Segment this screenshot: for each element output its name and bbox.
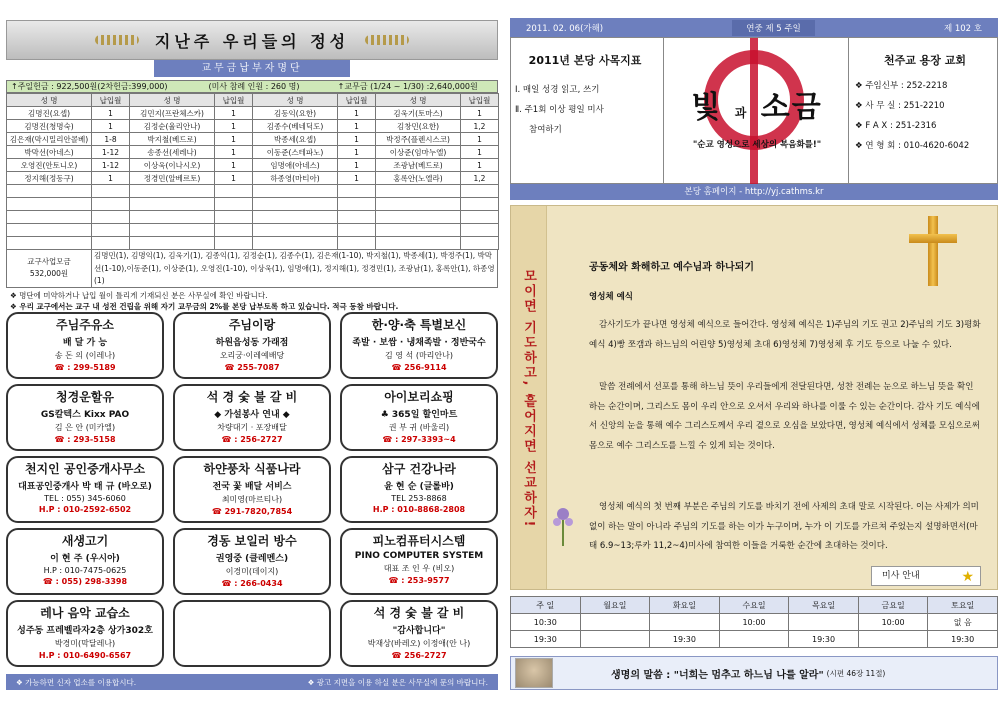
ad-a2-text: 배 달 가 능 xyxy=(62,338,108,348)
table-cell-empty xyxy=(7,185,92,198)
ad-box xyxy=(173,312,331,379)
table-cell: 1 xyxy=(92,172,130,185)
table-cell-empty xyxy=(253,224,338,237)
ad-a4-text: ☎ 256-9114 xyxy=(391,363,447,372)
table-cell: 김창민(요한) xyxy=(376,120,461,133)
ad-box xyxy=(173,456,331,523)
schedule-day: 수요일 xyxy=(719,597,789,614)
table-cell: 1 xyxy=(92,107,130,120)
sunday-offering: ↑주일헌금 : 922,500원(2차헌금:399,000) xyxy=(11,82,168,91)
table-cell-empty xyxy=(376,198,461,211)
ad-box xyxy=(340,384,498,451)
table-cell: 김은재(막시밀리안콜베) xyxy=(7,133,92,146)
ad-a2-text: 전국 꽃 배달 서비스 xyxy=(212,482,292,492)
ad-a2-text: ♣ 365일 할인마트 xyxy=(380,410,458,420)
left-footer xyxy=(6,674,498,690)
contact-line: ❖ 주임신부 : 252-2218 xyxy=(855,81,948,91)
advertisement-grid xyxy=(6,312,498,670)
ad-a1-text: 석 경 숯 불 갈 비 xyxy=(373,606,465,620)
ad-box xyxy=(6,456,164,523)
ad-a4-text: ☎ : 266-0434 xyxy=(221,579,283,588)
schedule-time: 없 음 xyxy=(928,614,998,631)
ad-a4-text: H.P : 010-2592-6502 xyxy=(38,505,132,514)
ad-box xyxy=(6,528,164,595)
ad-a4-text: ☎ : 253-9577 xyxy=(388,576,450,585)
ad-a2-text: 하원읍성동 가래점 xyxy=(215,338,289,348)
ad-a1-text: 주님이랑 xyxy=(228,318,276,332)
table-cell-empty xyxy=(253,198,338,211)
table-cell: 박종세(요셉) xyxy=(253,133,338,146)
table-cell-empty xyxy=(338,185,376,198)
table-cell: 1 xyxy=(215,133,253,146)
issue-date: 2011. 02. 06(가해) xyxy=(526,23,604,34)
ad-a4-text: ☎ 256-2727 xyxy=(391,651,447,660)
table-row xyxy=(7,133,499,146)
table-cell: 1 xyxy=(338,120,376,133)
tithe-total: ↑교무금 (1/24 ~ 1/30) :2,640,000원 xyxy=(337,82,478,91)
table-cell-empty xyxy=(215,237,253,250)
table-cell-empty xyxy=(130,224,215,237)
ad-a3-text: TEL : 055) 345-6060 xyxy=(44,494,126,503)
table-header-cell: 납입월 xyxy=(338,94,376,107)
table-cell-empty xyxy=(215,198,253,211)
ad-a1-text: 청경운할유 xyxy=(56,390,114,404)
ad-a3-text: TEL 253-8868 xyxy=(391,494,447,503)
homepage-link[interactable]: 본당 홈페이지 - http://yj.cathms.kr xyxy=(510,184,998,200)
ad-a2-text: 윤 현 순 (글롤바) xyxy=(384,482,454,492)
table-cell-empty xyxy=(376,224,461,237)
schedule-time xyxy=(580,614,650,631)
table-cell-empty xyxy=(338,237,376,250)
schedule-row xyxy=(511,614,998,631)
table-cell-empty xyxy=(376,185,461,198)
table-cell-empty xyxy=(215,224,253,237)
ad-a3-text: 박경미(막달레나) xyxy=(54,639,116,648)
ad-a2-text: PINO COMPUTER SYSTEM xyxy=(354,551,484,561)
ad-box xyxy=(6,600,164,667)
liturgical-week: 연중 제 5 주일 xyxy=(732,20,815,36)
article-paragraph: 감사기도가 끝나면 영성체 예식으로 들어간다. 영성체 예식은 1)주님의 기도 권고 2)주님의 기도 3)평화예식 4)빵 쪼갬과 하느님의 어린양 5)영성체 초대 6)영성체 7)영성체 후 기도 등으로 나눌 수 있다. xyxy=(589,320,981,350)
pastoral-goals-title: 2011년 본당 사목지표 xyxy=(528,54,642,67)
table-cell: 1 xyxy=(338,133,376,146)
article xyxy=(510,205,998,590)
ad-a1-text: 삼구 건강나라 xyxy=(382,462,456,476)
table-cell-empty xyxy=(461,211,499,224)
ad-a4-text: ☎ : 297-3393~4 xyxy=(382,435,456,444)
table-cell-empty xyxy=(215,211,253,224)
footer-note: ❖ 광고 지면을 이용 하실 분은 사무실에 문의 바랍니다. xyxy=(307,677,488,687)
special-collection-names: 김명민(1), 김명익(1), 김욱기(1), 김종익(1), 김정순(1), 김종수(1), 김은재(1-10), 박지철(1), 박종세(1), 박정주(1), 박막선(1-10),이동준(1), 이상준(1), 오영진(1-10), 이상욱(1), 임명애(1), 정지해(1), 정경민(1), 조광남(1), 홍록안(1), 하종영(1) xyxy=(94,251,495,285)
article-title: 공동체와 화해하고 예수님과 하나되기 xyxy=(589,262,755,273)
pastoral-goals xyxy=(515,42,655,140)
table-cell: 김종수(베네딕도) xyxy=(253,120,338,133)
table-cell: 1 xyxy=(215,120,253,133)
ad-a4-text: ☎ : 055) 298-3398 xyxy=(42,577,128,586)
ad-a4-text: ☎ : 293-5158 xyxy=(54,435,116,444)
table-cell-empty xyxy=(338,224,376,237)
table-cell: 박지철(베드로) xyxy=(130,133,215,146)
table-cell: 박정주(플렌시스코) xyxy=(376,133,461,146)
logo-word-light: 빛 xyxy=(691,90,723,125)
table-cell: 1,2 xyxy=(461,172,499,185)
schedule-day: 목요일 xyxy=(789,597,859,614)
schedule-day: 토요일 xyxy=(928,597,998,614)
table-cell: 이동준(스테파노) xyxy=(253,146,338,159)
left-header-banner xyxy=(6,20,498,60)
schedule-time: 19:30 xyxy=(650,631,720,648)
table-row xyxy=(7,120,499,133)
pastoral-goal: Ⅱ. 주1회 이상 평일 미사 xyxy=(515,105,604,115)
ad-a3-text: 최미영(마르티나) xyxy=(221,495,283,504)
ornament-icon xyxy=(365,35,409,45)
table-cell: 1 xyxy=(338,146,376,159)
flower-icon xyxy=(551,506,575,546)
table-cell-empty xyxy=(338,211,376,224)
article-paragraph: 영성체 예식의 첫 번째 부분은 주님의 기도를 바치기 전에 사제의 초대 말로 시작된다. 이는 사제가 의미 없이 하는 말이 아니라 주님의 기도를 하는 이가 누구이며, 누가 이 기도를 가르쳐 주었는지 설명하면서(마태 6.9~13;루카 11,2~4)미사에 참여한 이들을 거룩한 순간에 초대하는 것이다. xyxy=(589,502,979,551)
ad-a2-text: 이 현 주 (우시아) xyxy=(50,554,120,564)
left-page xyxy=(4,0,500,705)
table-cell: 김정순(율리안나) xyxy=(130,120,215,133)
table-header-cell: 성 명 xyxy=(130,94,215,107)
right-page xyxy=(510,0,998,705)
ad-a1-text: 천지인 공인중개사무소 xyxy=(24,462,146,476)
table-cell-empty xyxy=(253,185,338,198)
table-cell: 김동익(요한) xyxy=(253,107,338,120)
logo-slogan: "순교 영성으로 세상의 복음화를!" xyxy=(692,140,822,150)
ad-box xyxy=(173,528,331,595)
special-collection-name: 교구사업모금 xyxy=(27,257,71,266)
table-cell-empty xyxy=(461,237,499,250)
table-cell-empty xyxy=(130,198,215,211)
ad-a4-text: ☎ : 299-5189 xyxy=(54,363,116,372)
table-cell: 1 xyxy=(338,107,376,120)
table-cell: 이상욱(이나시오) xyxy=(130,159,215,172)
ad-box xyxy=(340,456,498,523)
table-cell: 하종영(마티아) xyxy=(253,172,338,185)
table-cell: 김명진(청명숙) xyxy=(7,120,92,133)
table-cell-empty xyxy=(92,185,130,198)
ad-a1-text: 아이보리쇼핑 xyxy=(384,390,454,404)
table-cell: 김욱기(토마스) xyxy=(376,107,461,120)
table-cell: 1,2 xyxy=(461,120,499,133)
schedule-row xyxy=(511,631,998,648)
ad-a2-text: 대표공인중개사 박 태 규 (바오로) xyxy=(18,482,152,492)
ad-a4-text: ☎ 291-7820,7854 xyxy=(211,507,293,516)
table-cell-empty xyxy=(92,198,130,211)
schedule-time xyxy=(719,631,789,648)
table-row xyxy=(7,172,499,185)
ad-a4-text: H.P : 010-8868-2808 xyxy=(372,505,466,514)
table-cell-empty xyxy=(7,237,92,250)
ad-a1-text: 하얀풍차 식품나라 xyxy=(203,462,301,476)
issue-number: 제 102 호 xyxy=(943,23,982,34)
table-cell-empty xyxy=(130,185,215,198)
table-cell: 1 xyxy=(338,159,376,172)
special-collection-label xyxy=(7,249,92,287)
table-row xyxy=(7,107,499,120)
pastoral-goal: Ⅰ. 매일 성경 읽고, 쓰기 xyxy=(515,85,600,95)
notice-line: ❖ 명단에 미약하거나 납입 월이 틀리게 기재되신 분은 사무실에 확인 바랍니다. xyxy=(10,291,268,300)
table-cell: 1-12 xyxy=(92,146,130,159)
table-header-cell: 성 명 xyxy=(7,94,92,107)
table-cell: 1 xyxy=(215,159,253,172)
ad-a1-text: 레나 음악 교습소 xyxy=(40,606,130,620)
table-cell-empty xyxy=(376,211,461,224)
mass-attendance: (미사 참례 인원 : 260 명) xyxy=(208,82,300,91)
finance-summary xyxy=(6,80,498,93)
table-row xyxy=(7,159,499,172)
table-cell: 홍록안(노엘라) xyxy=(376,172,461,185)
table-row xyxy=(7,146,499,159)
ad-a3-text: 송 돈 의 (이레나) xyxy=(54,351,116,360)
ad-a3-text: 박재상(바레오) 이정애(안 나) xyxy=(367,639,471,648)
special-collection xyxy=(6,249,498,288)
ad-a4-text: H.P : 010-6490-6567 xyxy=(38,651,132,660)
table-header-cell: 성 명 xyxy=(253,94,338,107)
table-cell-empty xyxy=(461,224,499,237)
mass-guide-text: 미사 안내 xyxy=(882,571,920,581)
vertical-motto-banner xyxy=(511,206,547,590)
jesus-portrait-icon xyxy=(515,658,553,688)
schedule-header xyxy=(511,597,998,614)
table-cell: 1 xyxy=(461,133,499,146)
mass-schedule-table xyxy=(510,596,998,648)
table-cell: 1 xyxy=(461,159,499,172)
offering-title: 지난주 우리들의 정성 xyxy=(154,31,350,51)
schedule-day: 금요일 xyxy=(858,597,928,614)
table-cell: 김명진(요셉) xyxy=(7,107,92,120)
table-cell: 1 xyxy=(461,146,499,159)
table-cell: 임명애(아네스) xyxy=(253,159,338,172)
table-cell-empty xyxy=(253,211,338,224)
schedule-time: 19:30 xyxy=(928,631,998,648)
table-cell: 1 xyxy=(215,172,253,185)
table-header-cell: 납입월 xyxy=(92,94,130,107)
offering-table xyxy=(6,93,499,250)
newsletter-name xyxy=(664,82,849,126)
ad-a1-text: 석 경 숯 불 갈 비 xyxy=(206,390,298,404)
ad-a3-text: 대표 조 인 우 (비오) xyxy=(383,564,455,573)
table-row-empty xyxy=(7,198,499,211)
parish-name: 천주교 용장 교회 xyxy=(883,54,967,67)
verse-reference: (시편 46장 11절) xyxy=(826,668,886,678)
schedule-time: 10:00 xyxy=(719,614,789,631)
schedule-day: 주 일 xyxy=(511,597,581,614)
table-cell: 박막선(아네스) xyxy=(7,146,92,159)
contact-line: ❖ 사 무 실 : 251-2210 xyxy=(855,101,945,111)
logo-word-salt: 소금 xyxy=(760,90,823,125)
table-cell: 1 xyxy=(461,107,499,120)
ad-a2-text: ◆ 가설봉사 연내 ◆ xyxy=(214,410,290,420)
table-cell: 1-12 xyxy=(92,159,130,172)
table-cell: 정지해(정동구) xyxy=(7,172,92,185)
ad-a1-text: 새생고기 xyxy=(61,534,109,548)
table-cell: 1 xyxy=(215,107,253,120)
contact-line: ❖ F A X : 251-2316 xyxy=(855,121,937,131)
ad-box xyxy=(6,384,164,451)
ad-a2-text: "감사합니다" xyxy=(392,626,446,636)
ad-a1-text: 피노컴퓨터시스템 xyxy=(372,534,466,548)
mass-guide-label xyxy=(871,566,981,586)
pastoral-goal: 참여하기 xyxy=(529,125,562,135)
table-row-empty xyxy=(7,211,499,224)
ad-a4-text: ☎ : 256-2727 xyxy=(221,435,283,444)
logo-word-and: 과 xyxy=(734,106,749,120)
table-cell: 정경민(알베르토) xyxy=(130,172,215,185)
schedule-day: 화요일 xyxy=(650,597,720,614)
table-cell: 1-8 xyxy=(92,133,130,146)
masthead xyxy=(510,37,998,184)
ad-a3-text: 이경미(데이지) xyxy=(225,567,279,576)
table-cell-empty xyxy=(338,198,376,211)
schedule-time: 19:30 xyxy=(511,631,581,648)
table-cell-empty xyxy=(7,224,92,237)
offering-subtitle: 교무금납부자명단 xyxy=(154,60,350,77)
ad-a2-text: 족발 · 보쌈 · 냉채족발 · 정반국수 xyxy=(352,338,486,348)
table-cell: 1 xyxy=(92,120,130,133)
ad-a1-text: 한·양·축 특별보신 xyxy=(371,318,467,332)
ad-a1-text: 주님주유소 xyxy=(56,318,114,332)
table-header-cell: 납입월 xyxy=(215,94,253,107)
special-collection-amount: 532,000원 xyxy=(29,269,69,278)
parish-info xyxy=(855,42,995,156)
table-cell-empty xyxy=(253,237,338,250)
article-subtitle: 영성체 예식 xyxy=(589,292,634,302)
table-cell-empty xyxy=(92,224,130,237)
newsletter-logo xyxy=(663,38,849,185)
schedule-time: 10:30 xyxy=(511,614,581,631)
ad-a3-text: 차량대기 · 포장배달 xyxy=(217,423,287,432)
schedule-time xyxy=(789,614,859,631)
schedule-time: 19:30 xyxy=(789,631,859,648)
table-cell: 1 xyxy=(215,146,253,159)
table-cell: 이상준(임마누엘) xyxy=(376,146,461,159)
ad-a3-text: 오리궁·이레예배당 xyxy=(219,351,285,360)
ad-box xyxy=(173,384,331,451)
table-header-cell: 성 명 xyxy=(376,94,461,107)
table-cell: 송종선(세레나) xyxy=(130,146,215,159)
table-cell-empty xyxy=(7,211,92,224)
ad-box xyxy=(173,600,331,667)
ad-a3-text: 권 부 귀 (바울리) xyxy=(388,423,450,432)
schedule-time xyxy=(580,631,650,648)
ad-box xyxy=(340,600,498,667)
table-cell-empty xyxy=(376,237,461,250)
footer-note: ❖ 가능하면 신자 업소를 이용합시다. xyxy=(16,677,137,687)
issue-bar xyxy=(510,18,998,37)
ornament-icon xyxy=(95,35,139,45)
vertical-motto: 모이면 기도하고, 흩어지면 선교하자! xyxy=(521,268,536,529)
ad-box xyxy=(340,528,498,595)
word-of-life xyxy=(510,656,998,690)
table-cell-empty xyxy=(130,211,215,224)
schedule-time xyxy=(858,631,928,648)
contact-line: ❖ 연 형 회 : 010-4620-6042 xyxy=(855,141,970,151)
table-cell-empty xyxy=(92,237,130,250)
ad-a2-text: 성주동 프레벨라자2층 상가302호 xyxy=(17,626,153,636)
ad-a1-text: 경동 보일러 방수 xyxy=(207,534,297,548)
table-cell: 조광남(베드로) xyxy=(376,159,461,172)
ad-a3-text: H.P : 010-7475-0625 xyxy=(43,566,127,575)
table-cell-empty xyxy=(461,185,499,198)
table-cell: 김민지(프란체스카) xyxy=(130,107,215,120)
schedule-time: 10:00 xyxy=(858,614,928,631)
table-cell-empty xyxy=(92,211,130,224)
ad-a2-text: 권영중 (클레멘스) xyxy=(215,554,289,564)
offering-table-header xyxy=(7,94,499,107)
table-row-empty xyxy=(7,185,499,198)
notice-line: ❖ 우리 교구에서는 교구 내 성전 건립을 위해 자기 교무금의 2%를 본당 납부토록 하고 있습니다. 적극 동참 바랍니다. xyxy=(10,302,399,311)
article-paragraph: 말씀 전례에서 선포를 통해 하느님 뜻이 우리들에게 전달된다면, 성찬 전례는 눈으로 하느님 뜻을 확인하는 순간이며, 그리스도 몸이 우리 안으로 오셔서 우리와 하나를 이룰 수 있는 순간이다. 감사 기도 예식에서 신앙의 눈을 통해 예수 그리스도께서 우리 곁으로 오심을 보았다면, 영성체 예식에서 성체를 모심으로써 몸으로 예수 그리스도를 느낄 수 있게 되는 것이다. xyxy=(589,382,980,451)
table-cell-empty xyxy=(215,185,253,198)
ad-box xyxy=(340,312,498,379)
schedule-time xyxy=(650,614,720,631)
table-cell-empty xyxy=(7,198,92,211)
table-header-cell: 납입월 xyxy=(461,94,499,107)
star-icon: ★ xyxy=(961,569,974,585)
table-cell: 오영진(안토니오) xyxy=(7,159,92,172)
table-cell-empty xyxy=(130,237,215,250)
table-row-empty xyxy=(7,224,499,237)
golden-cross-icon xyxy=(909,216,957,286)
ad-a3-text: 김 은 안 (미카엘) xyxy=(54,423,116,432)
table-row-empty xyxy=(7,237,499,250)
table-cell: 1 xyxy=(338,172,376,185)
ad-box xyxy=(6,312,164,379)
verse-text: 생명의 말씀 : "너희는 멈추고 하느님 나를 알라" xyxy=(611,669,824,681)
ad-a2-text: GS칼텍스 Kixx PAO xyxy=(40,410,130,420)
table-cell-empty xyxy=(461,198,499,211)
schedule-day: 월요일 xyxy=(580,597,650,614)
ad-a4-text: ☎ 255-7087 xyxy=(224,363,280,372)
ad-a3-text: 김 영 석 (마리안나) xyxy=(385,351,453,360)
